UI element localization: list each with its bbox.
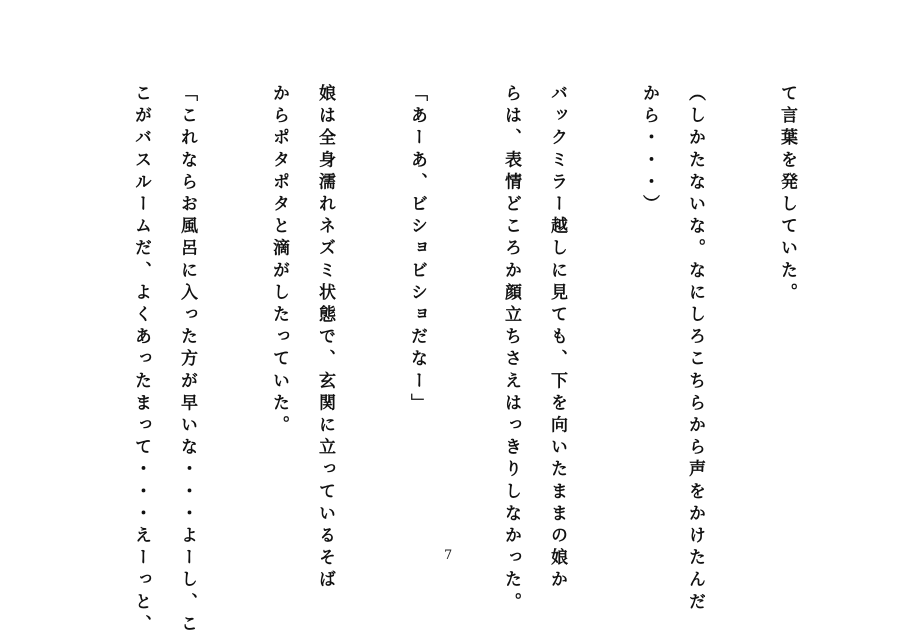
text-line-4: バックミラー越しに見ても、下を向いたままの娘か bbox=[547, 84, 567, 593]
text-line-2: （しかたないな。なにしろこちらから声をかけたんだ bbox=[685, 84, 705, 615]
text-line-6: 「あーあ、ビショビショだなー」 bbox=[407, 84, 427, 416]
text-line-5: らは、表情どころか顔立ちさえはっきりしなかった。 bbox=[501, 84, 521, 615]
text-line-8: からポタポタと滴がしたっていた。 bbox=[269, 84, 289, 438]
text-line-1: て言葉を発していた。 bbox=[777, 84, 797, 305]
text-line-9: 「これならお風呂に入った方が早いな・・・よーし、こ bbox=[177, 84, 197, 637]
text-line-7: 娘は全身濡れネズミ状態で、玄関に立っているそば bbox=[315, 84, 335, 593]
page-number: 7 bbox=[444, 548, 453, 563]
text-line-10: こがバスルームだ、よくあったまって・・・えーっと、 bbox=[131, 84, 151, 637]
text-line-3: から・・・） bbox=[639, 84, 659, 217]
